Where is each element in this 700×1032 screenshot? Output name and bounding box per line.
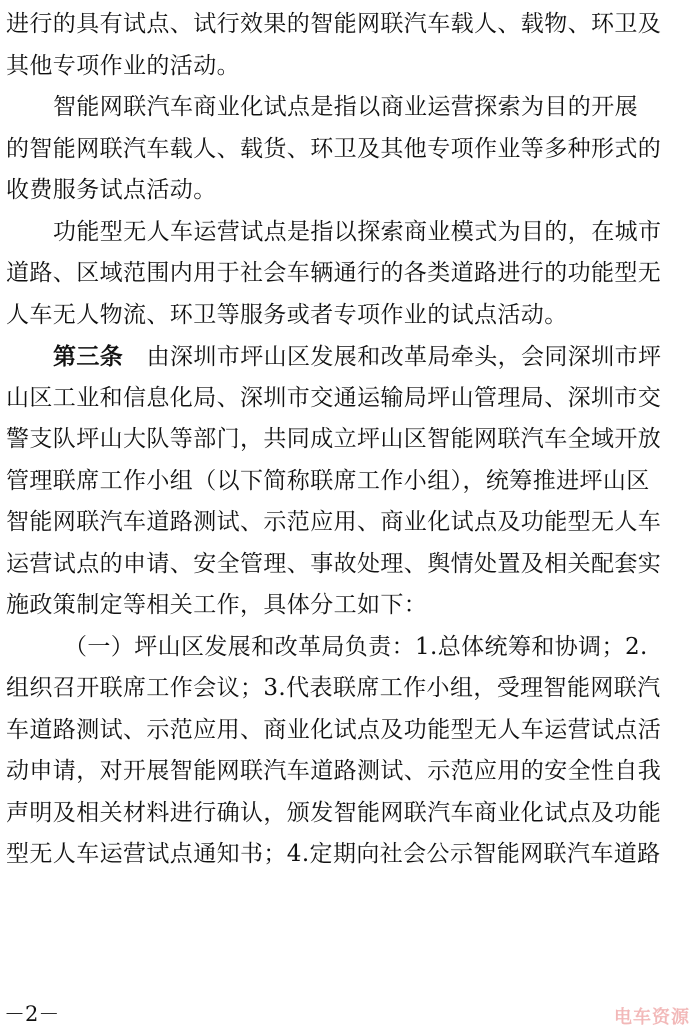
paragraph-start-line: 功能型无人车运营试点是指以探索商业模式为目的，在城市 — [53, 218, 662, 245]
text-line: 动申请，对开展智能网联汽车道路测试、示范应用的安全性自我 — [6, 758, 662, 784]
list-item-start-line: （一）坪山区发展和改革局负责：1.总体统筹和协调；2. — [64, 633, 648, 660]
paragraph-start-line: 智能网联汽车商业化试点是指以商业运营探索为目的开展 — [53, 94, 638, 120]
article-text: 由深圳市坪山区发展和改革局牵头，会同深圳市坪 — [146, 344, 662, 370]
document-body — [6, 4, 690, 876]
article-gap — [123, 344, 146, 370]
text-line: 车道路测试、示范应用、商业化试点及功能型无人车运营试点活 — [6, 716, 662, 743]
text-line: 人车无人物流、环卫等服务或者专项作业的试点活动。 — [6, 301, 568, 328]
text-line: 道路、区域范围内用于社会车辆通行的各类道路进行的功能型无 — [6, 260, 662, 286]
page-number: －2－ — [4, 1002, 60, 1026]
text-line: 进行的具有试点、试行效果的智能网联汽车载人、载物、环卫及 — [6, 11, 662, 37]
text-line: 智能网联汽车道路测试、示范应用、商业化试点及功能型无人车 — [6, 509, 662, 535]
text-line: 山区工业和信息化局、深圳市交通运输局坪山管理局、深圳市交 — [6, 384, 662, 411]
text-line: 的智能网联汽车载人、载货、环卫及其他专项作业等多种形式的 — [6, 135, 662, 162]
text-line: 运营试点的申请、安全管理、事故处理、舆情处置及相关配套实 — [6, 550, 662, 577]
article-start-line — [6, 336, 690, 378]
article-label: 第三条 — [53, 343, 124, 370]
text-line: 施政策制定等相关工作，具体分工如下： — [6, 592, 428, 618]
text-line: 型无人车运营试点通知书；4.定期向社会公示智能网联汽车道路 — [6, 841, 661, 867]
text-line: 收费服务试点活动。 — [6, 177, 217, 203]
watermark-logo: 电车资源 — [614, 1007, 690, 1028]
text-line: 管理联席工作小组（以下简称联席工作小组），统筹推进坪山区 — [6, 467, 650, 494]
text-line: 其他专项作业的活动。 — [6, 52, 240, 79]
text-line: 警支队坪山大队等部门，共同成立坪山区智能网联汽车全域开放 — [6, 426, 662, 452]
text-line: 组织召开联席工作会议；3.代表联席工作小组，受理智能网联汽 — [6, 675, 661, 701]
text-line: 声明及相关材料进行确认，颁发智能网联汽车商业化试点及功能 — [6, 799, 662, 826]
